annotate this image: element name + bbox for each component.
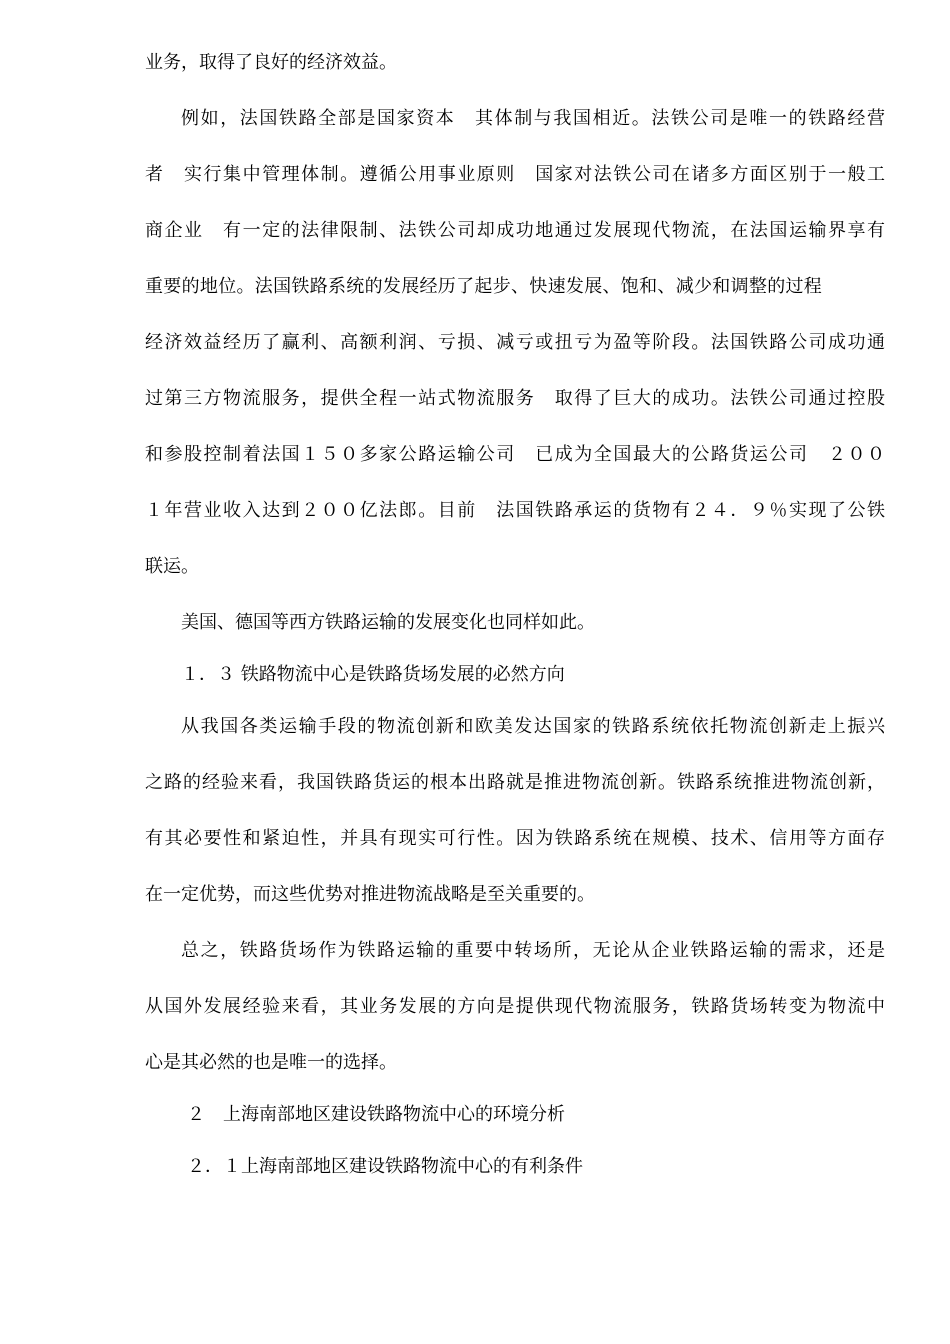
section-heading: １．３ 铁路物流中心是铁路货场发展的必然方向 <box>181 664 565 685</box>
paragraph-line: 商企业 有一定的法律限制、法铁公司却成功地通过发展现代物流，在法国运输界享有 <box>145 220 885 241</box>
paragraph-line: 联运。 <box>145 556 199 577</box>
paragraph-line: 和参股控制着法国１５０多家公路运输公司 已成为全国最大的公路货运公司 ２００ <box>145 444 885 465</box>
subsection-heading: ２．１上海南部地区建设铁路物流中心的有利条件 <box>187 1156 583 1177</box>
paragraph-line: 从国外发展经验来看，其业务发展的方向是提供现代物流服务，铁路货场转变为物流中 <box>145 996 885 1017</box>
paragraph-line: 心是其必然的也是唯一的选择。 <box>145 1052 397 1073</box>
paragraph-line: 之路的经验来看，我国铁路货运的根本出路就是推进物流创新。铁路系统推进物流创新， <box>145 772 885 793</box>
paragraph-line: １年营业收入达到２００亿法郎。目前 法国铁路承运的货物有２４．９％实现了公铁 <box>145 500 885 521</box>
paragraph-line: 从我国各类运输手段的物流创新和欧美发达国家的铁路系统依托物流创新走上振兴 <box>181 716 885 737</box>
paragraph-line: 例如，法国铁路全部是国家资本 其体制与我国相近。法铁公司是唯一的铁路经营 <box>181 108 885 129</box>
section-heading: ２ 上海南部地区建设铁路物流中心的环境分析 <box>187 1104 565 1125</box>
paragraph-line: 者 实行集中管理体制。遵循公用事业原则 国家对法铁公司在诸多方面区别于一般工 <box>145 164 885 185</box>
paragraph-line: 在一定优势，而这些优势对推进物流战略是至关重要的。 <box>145 884 595 905</box>
paragraph-line: 重要的地位。法国铁路系统的发展经历了起步、快速发展、饱和、减少和调整的过程 <box>145 276 823 297</box>
paragraph-line: 美国、德国等西方铁路运输的发展变化也同样如此。 <box>181 612 595 633</box>
paragraph-line: 过第三方物流服务，提供全程一站式物流服务 取得了巨大的成功。法铁公司通过控股 <box>145 388 885 409</box>
paragraph-line: 有其必要性和紧迫性，并具有现实可行性。因为铁路系统在规模、技术、信用等方面存 <box>145 828 885 849</box>
paragraph-line: 业务，取得了良好的经济效益。 <box>145 52 397 73</box>
paragraph-line: 经济效益经历了赢利、高额利润、亏损、减亏或扭亏为盈等阶段。法国铁路公司成功通 <box>145 332 885 353</box>
paragraph-line: 总之，铁路货场作为铁路运输的重要中转场所，无论从企业铁路运输的需求，还是 <box>181 940 885 961</box>
